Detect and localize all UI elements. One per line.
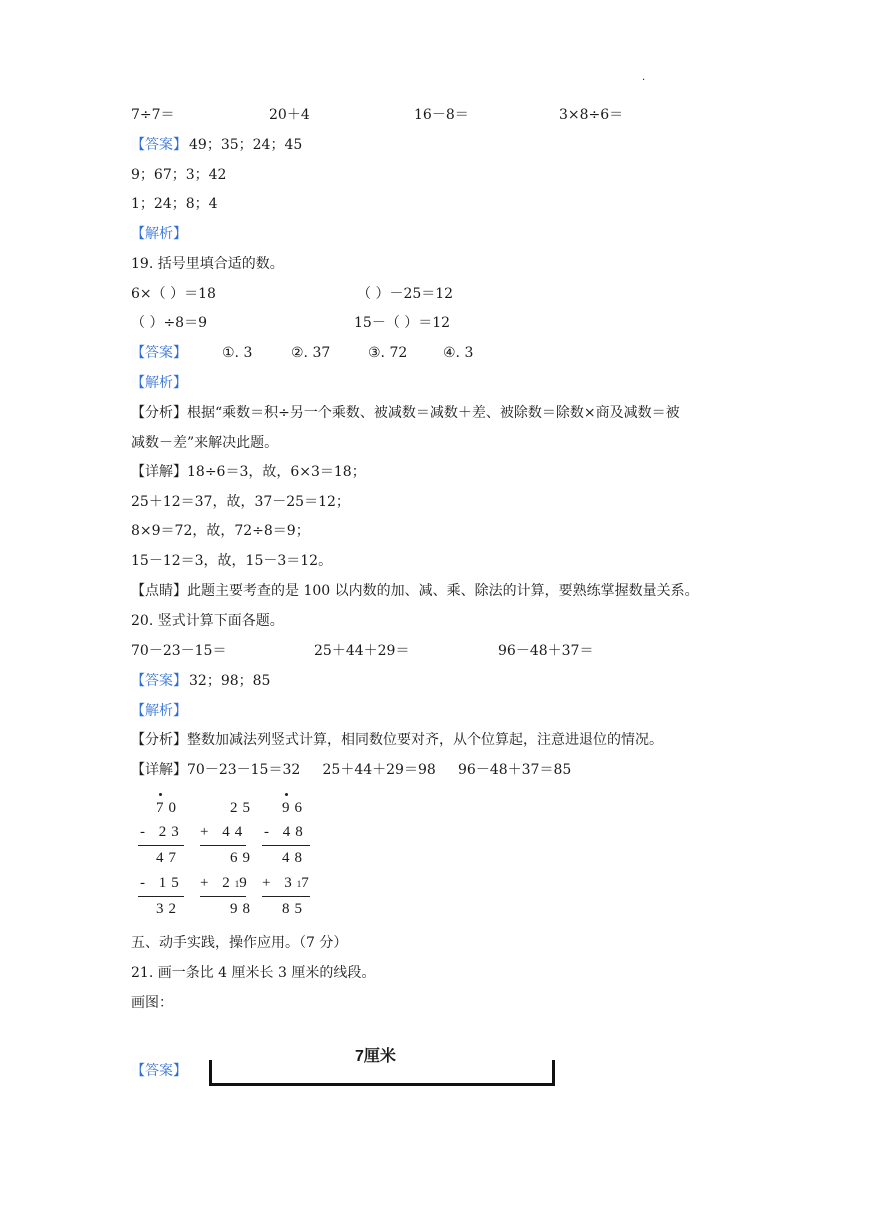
- q18-answer-line-1: 49；35；24；45: [189, 137, 303, 153]
- q20-expr-1: 70－23－15＝: [131, 643, 227, 659]
- q19-fenxi-line-2: 减数－差”来解决此题。: [131, 435, 279, 451]
- q19-comment-text: 此题主要考查的是 100 以内数的加、减、乘、除法的计算，要熟练掌握数量关系。: [187, 583, 699, 599]
- q19-detail-line-4: 15－12＝3，故，15－3＝12。: [131, 553, 333, 569]
- q19-expr-3: （ ）÷8＝9: [131, 315, 207, 331]
- vertical-calc-3: [260, 790, 320, 925]
- q19-expr-4: 15－（ ）＝12: [354, 315, 451, 331]
- q19-title: 19. 括号里填合适的数。: [131, 256, 284, 272]
- calc-row: - 23: [140, 824, 184, 840]
- q20-fenxi-text: 整数加减法列竖式计算，相同数位要对齐，从个位算起，注意进退位的情况。: [187, 732, 663, 748]
- calc-rule: [200, 896, 246, 897]
- q19-analysis-tag: 【解析】: [131, 375, 187, 391]
- q20-detail-line: [131, 761, 571, 779]
- q19-detail-tag: 【详解】: [131, 464, 187, 480]
- q20-expr-3: 96－48＋37＝: [498, 643, 594, 659]
- q20-expr-2: 25＋44＋29＝: [314, 643, 410, 659]
- vertical-calc-1: [136, 790, 196, 925]
- q19-expr-1: 6×（ ）＝18: [131, 286, 216, 302]
- calc-row: - 48: [264, 824, 308, 840]
- q18-expr-2: 20＋4: [269, 107, 310, 123]
- q19-detail-line-2: 25＋12＝37，故，37－25＝12；: [131, 494, 350, 510]
- calc-row-tail: 9: [239, 875, 252, 891]
- calc-row: 70: [156, 800, 181, 816]
- calc-rule: [138, 845, 184, 846]
- calc-row: [262, 875, 314, 892]
- q19-fenxi-line-1: [131, 404, 680, 422]
- q19-answer-2: ②. 37: [291, 345, 331, 361]
- q19-comment-line: [131, 582, 699, 600]
- q18-expr-3: 16－8＝: [414, 107, 469, 123]
- q19-detail-text-1: 18÷6＝3，故，6×3＝18；: [187, 464, 366, 480]
- calc-row-tail: 7: [301, 875, 314, 891]
- q18-answer-line-2: 9；67；3；42: [131, 167, 227, 183]
- vertical-calc-2: [198, 790, 258, 925]
- carry-digit: 1: [234, 879, 240, 889]
- top-dot-mark: ·: [642, 75, 646, 86]
- q19-fenxi-text-1: 根据“乘数＝积÷另一个乘数、被减数＝减数＋差、被除数＝除数×商及减数＝被: [187, 405, 680, 421]
- q20-fenxi-line: [131, 731, 663, 749]
- calc-row: 47: [156, 850, 181, 866]
- q19-answer-1: ①. 3: [222, 345, 253, 361]
- calc-row: [200, 875, 252, 892]
- calc-row-lead: + 2: [200, 875, 235, 891]
- q20-fenxi-tag: 【分析】: [131, 732, 187, 748]
- calc-rule: [262, 845, 310, 846]
- calc-row: 48: [282, 850, 307, 866]
- calc-rule: [138, 896, 184, 897]
- q19-expr-2: （ ）－25＝12: [357, 286, 454, 302]
- q19-comment-tag: 【点睛】: [131, 583, 187, 599]
- calc-row: 25: [230, 800, 255, 816]
- q19-answer-4: ④. 3: [443, 345, 474, 361]
- calc-row: 85: [282, 901, 307, 917]
- carry-digit: 1: [296, 879, 302, 889]
- q19-answer-tag: 【答案】: [131, 345, 187, 361]
- calc-row: 96: [282, 800, 307, 816]
- q20-answer-tag: 【答案】: [131, 673, 187, 689]
- q21-title: 21. 画一条比 4 厘米长 3 厘米的线段。: [131, 965, 376, 981]
- q20-title: 20. 竖式计算下面各题。: [131, 613, 284, 629]
- calc-row: 32: [156, 901, 181, 917]
- calc-rule: [200, 845, 246, 846]
- calc-row: - 15: [140, 875, 184, 891]
- q18-answer-line-3: 1；24；8；4: [131, 196, 218, 212]
- q19-answer-3: ③. 72: [368, 345, 408, 361]
- borrow-dot: [159, 793, 162, 796]
- q19-detail-line-3: 8×9＝72，故，72÷8＝9；: [131, 523, 310, 539]
- segment-label: 7厘米: [355, 1048, 396, 1065]
- calc-rule: [262, 896, 310, 897]
- q20-analysis-tag: 【解析】: [131, 703, 187, 719]
- calc-row: 69: [230, 850, 255, 866]
- line-segment-7cm: [209, 1060, 555, 1086]
- q18-expr-4: 3×8÷6＝: [559, 107, 624, 123]
- q21-draw-label: 画图：: [131, 995, 173, 1011]
- q19-detail-line-1: [131, 463, 366, 481]
- section-5-heading: 五、动手实践，操作应用。（7 分）: [131, 935, 348, 951]
- calc-row: + 44: [200, 824, 248, 840]
- calc-row: 98: [230, 901, 255, 917]
- calc-row-lead: + 3: [262, 875, 297, 891]
- q18-analysis-tag: 【解析】: [131, 226, 187, 242]
- q20-answer: 32；98；85: [189, 673, 271, 689]
- q18-answer-tag: 【答案】: [131, 137, 187, 153]
- q21-answer-tag: 【答案】: [131, 1063, 187, 1079]
- q19-fenxi-tag: 【分析】: [131, 405, 187, 421]
- q18-expr-1: 7÷7＝: [131, 107, 175, 123]
- borrow-dot: [285, 793, 288, 796]
- q20-detail-tag: 【详解】: [131, 762, 187, 778]
- q20-detail-text: 70－23－15＝32 25＋44＋29＝98 96－48＋37＝85: [187, 762, 572, 778]
